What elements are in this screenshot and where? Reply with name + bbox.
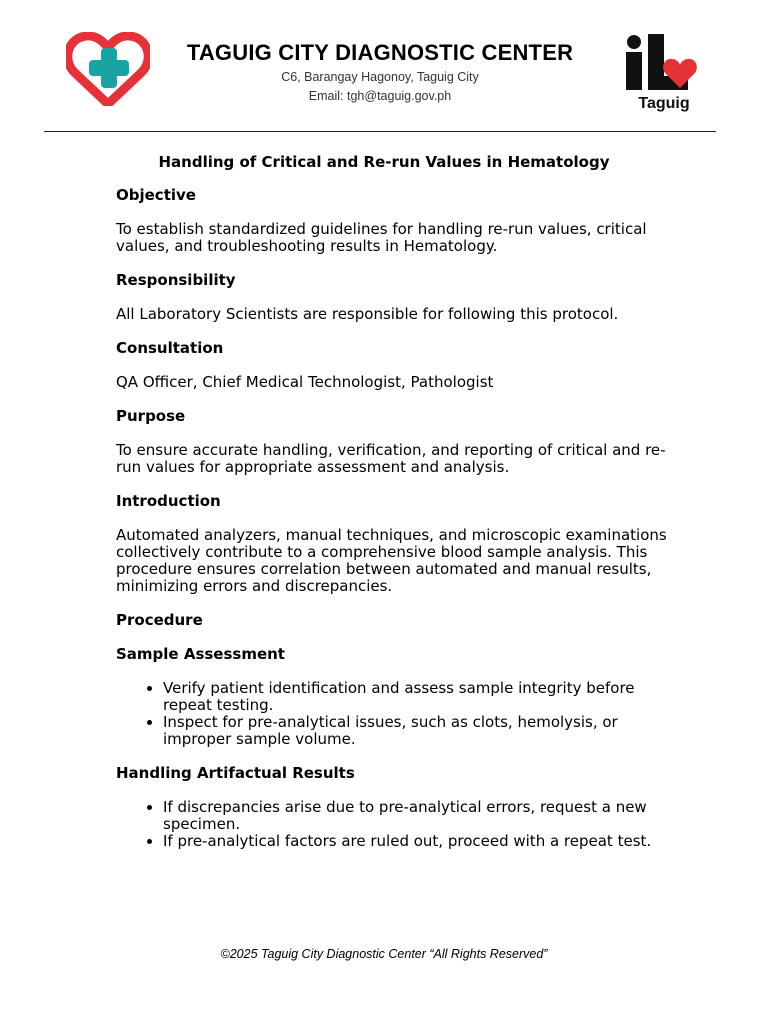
list-item: • If pre-analytical factors are ruled out, proceed with a repeat test. xyxy=(163,833,676,850)
document-body xyxy=(116,186,676,866)
section-heading: Purpose xyxy=(116,407,186,425)
section-purpose xyxy=(116,407,676,476)
list-item: • Inspect for pre-analytical issues, such as clots, hemolysis, or improper sample volume. xyxy=(163,714,676,748)
footer-copyright: ©2025 Taguig City Diagnostic Center “All Rights Reserved” xyxy=(220,947,548,961)
section-procedure xyxy=(116,611,676,629)
list-item: • Verify patient identification and assess sample integrity before repeat testing. xyxy=(163,680,676,714)
section-text: To ensure accurate handling, verification, and reporting of critical and re-run values for appropriate assessment and analysis. xyxy=(116,441,666,476)
section-text: QA Officer, Chief Medical Technologist, Pathologist xyxy=(116,373,494,391)
section-heading: Responsibility xyxy=(116,271,236,289)
section-heading: Handling Artifactual Results xyxy=(116,764,355,782)
section-heading: Sample Assessment xyxy=(116,645,285,663)
section-introduction xyxy=(116,492,676,595)
list-item: • If discrepancies arise due to pre-analytical errors, request a new specimen. xyxy=(163,799,676,833)
bullet-list xyxy=(116,799,676,850)
section-heading: Introduction xyxy=(116,492,221,510)
section-text: All Laboratory Scientists are responsible for following this protocol. xyxy=(116,305,619,323)
section-text: Automated analyzers, manual techniques, and microscopic examinations collectively contribute to a comprehensive blood sample analysis. This procedure ensures correlation between automated and manual results, minimizing errors and discrepancies. xyxy=(116,526,667,595)
letterhead xyxy=(0,0,768,140)
section-objective xyxy=(116,186,676,255)
center-title: TAGUIG CITY DIAGNOSTIC CENTER xyxy=(186,40,574,65)
center-address: C6, Barangay Hagonoy, Taguig City xyxy=(281,70,479,84)
section-heading: Objective xyxy=(116,186,196,204)
section-heading: Consultation xyxy=(116,339,224,357)
heart-cross-logo xyxy=(66,32,150,106)
document-title: Handling of Critical and Re-run Values in Hematology xyxy=(158,153,610,171)
section-text: To establish standardized guidelines for handling re-run values, critical values, and troubleshooting results in Hematology. xyxy=(116,220,647,255)
header-divider xyxy=(44,131,716,132)
taguig-logo-text: Taguig xyxy=(638,95,690,112)
section-consultation xyxy=(116,339,676,391)
section-responsibility xyxy=(116,271,676,323)
section-artifactual-results xyxy=(116,764,676,850)
bullet-list xyxy=(116,680,676,748)
section-sample-assessment xyxy=(116,645,676,748)
center-email: Email: tgh@taguig.gov.ph xyxy=(308,89,452,103)
section-heading: Procedure xyxy=(116,611,203,629)
taguig-logo xyxy=(622,32,706,112)
